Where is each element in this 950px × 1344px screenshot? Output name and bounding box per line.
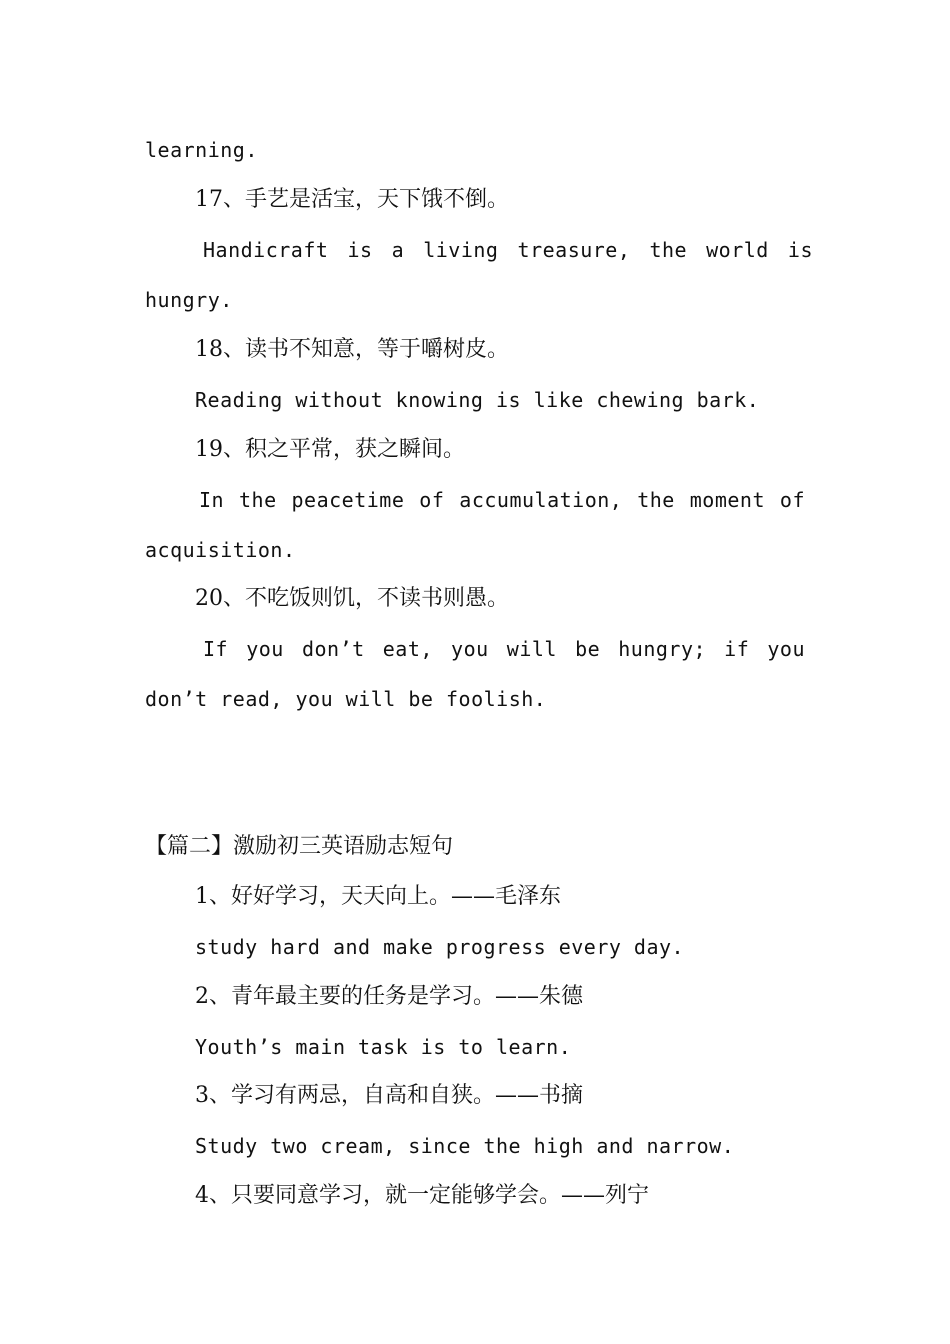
quote-19-chinese: 19、积之平常，获之瞬间。 [195,437,465,462]
quote-20-english-line1: If you don’t eat, you will be hungry; if you [203,637,805,661]
continuation-text: learning. [145,138,258,162]
quote-20-english-line2: don’t read, you will be foolish. [145,687,547,711]
quote-17-english-line1: Handicraft is a living treasure, the world is [203,238,813,262]
quote-3-english: Study two cream, since the high and narrow. [195,1134,735,1158]
quote-1-chinese: 1、好好学习，天天向上。——毛泽东 [195,884,561,909]
section-heading: 【篇二】激励初三英语励志短句 [145,834,454,859]
quote-19-english-line2: acquisition. [145,538,296,562]
quote-1-english: study hard and make progress every day. [195,935,685,959]
quote-2-english: Youth’s main task is to learn. [195,1035,572,1059]
quote-3-chinese: 3、学习有两忌，自高和自狭。——书摘 [195,1083,583,1108]
quote-2-chinese: 2、青年最主要的任务是学习。——朱德 [195,984,583,1009]
quote-4-chinese: 4、只要同意学习，就一定能够学会。——列宁 [195,1183,649,1208]
quote-19-english-line1: In the peacetime of accumulation, the moment of [199,488,805,512]
quote-18-chinese: 18、读书不知意，等于嚼树皮。 [195,337,509,362]
quote-17-chinese: 17、手艺是活宝，天下饿不倒。 [195,187,509,212]
quote-20-chinese: 20、不吃饭则饥，不读书则愚。 [195,586,509,611]
quote-17-english-line2: hungry. [145,288,233,312]
quote-18-english: Reading without knowing is like chewing bark. [195,388,760,412]
